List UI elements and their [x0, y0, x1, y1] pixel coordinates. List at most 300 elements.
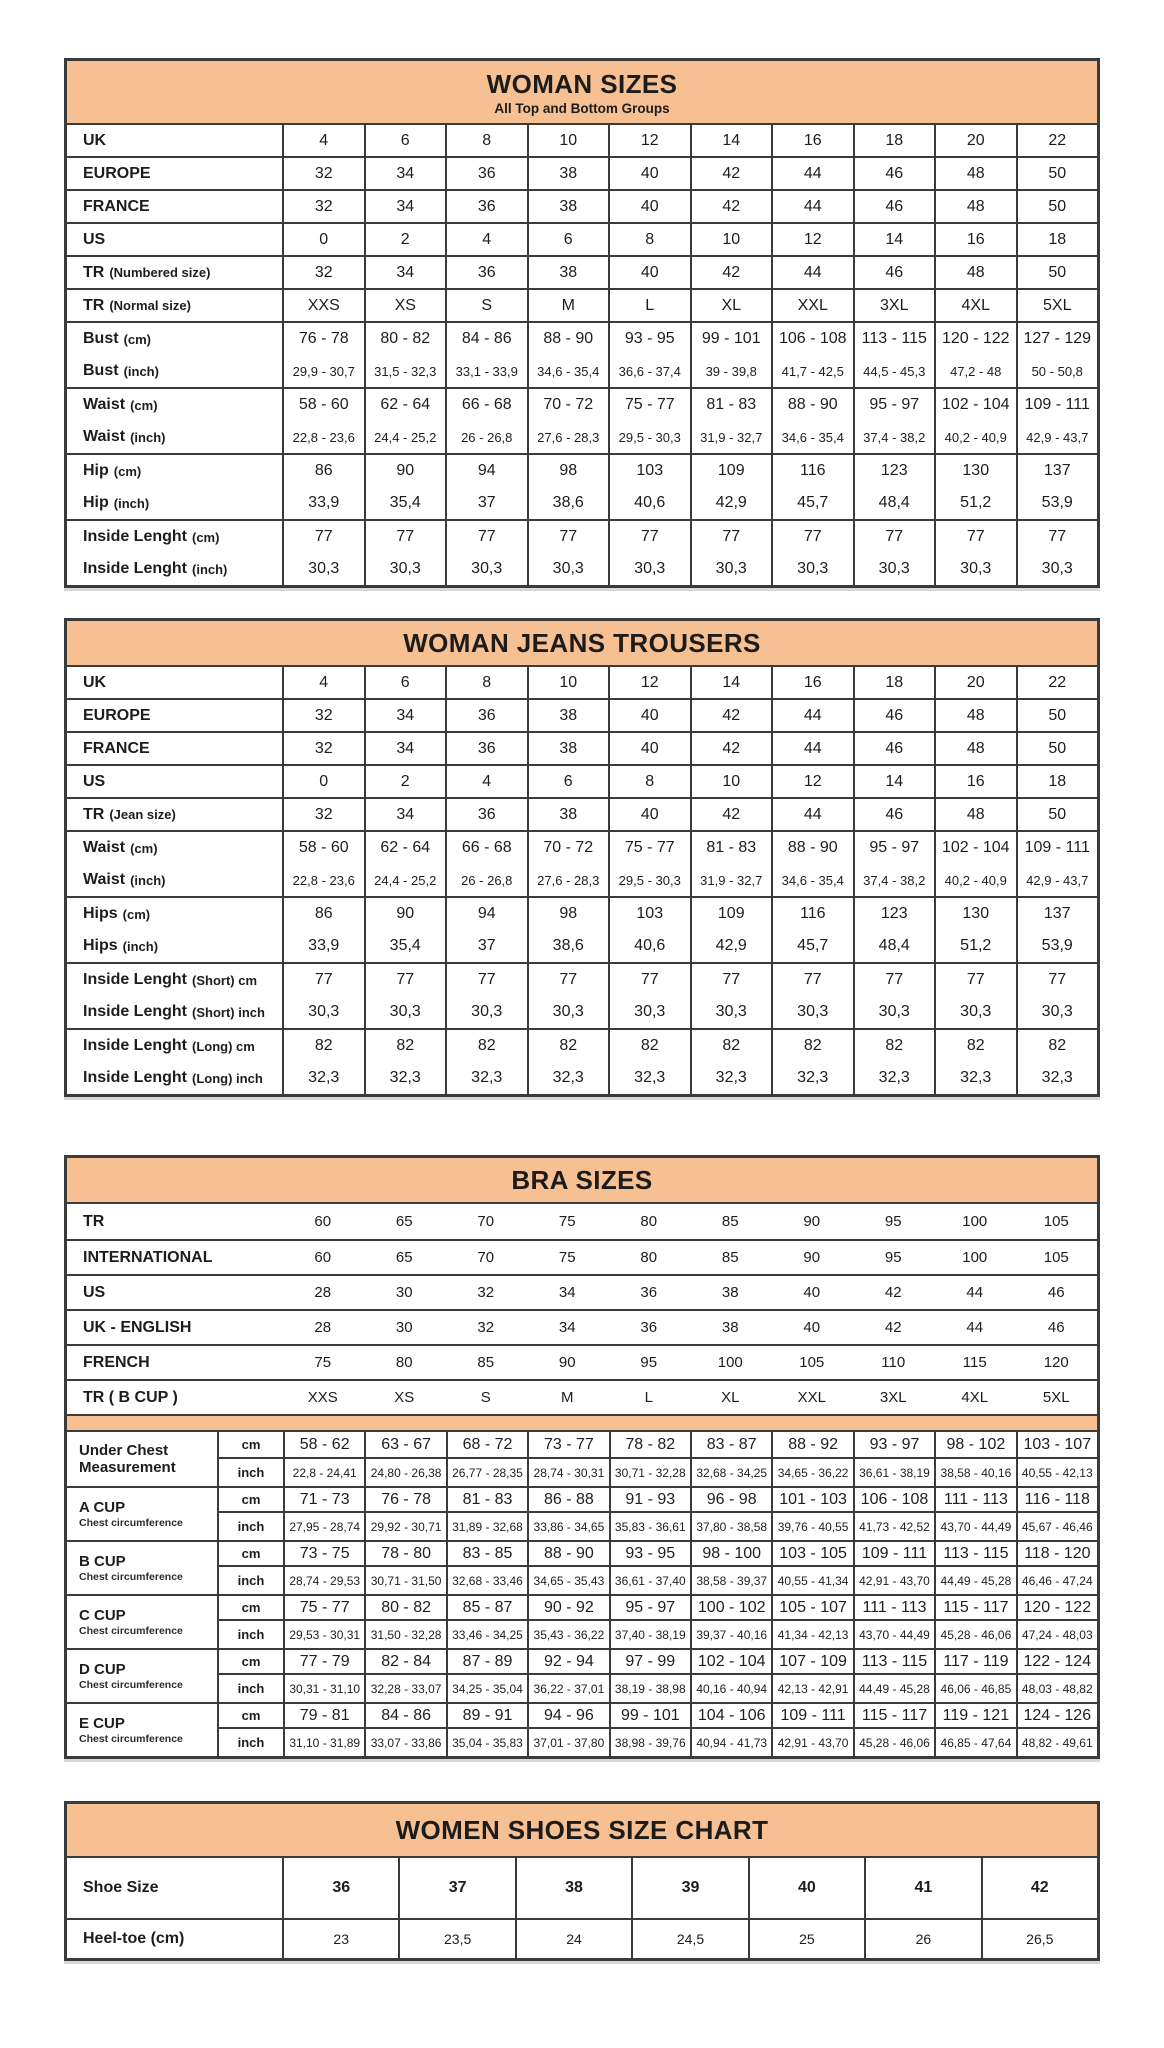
row-label [67, 125, 282, 156]
table-cell: 82 [364, 1030, 446, 1062]
row-group [67, 255, 1097, 288]
table-cell: 105 [1043, 1213, 1069, 1230]
table-cell: 90 [771, 1239, 853, 1274]
row-label-note: (cm) [123, 331, 152, 347]
cup-label-title: E CUP [79, 1715, 125, 1732]
row-label [67, 996, 282, 1028]
table-cell: 29,92 - 30,71 [364, 1513, 445, 1540]
table-cell: 44 [771, 799, 853, 830]
table-cell: 48,4 [853, 487, 935, 519]
table-cell: 8 [445, 125, 527, 156]
table-cell: 34,6 - 35,4 [771, 421, 853, 453]
row-label-text: Hip [83, 462, 109, 479]
table-cell: 38 [515, 1858, 631, 1918]
table-cell: 6 [527, 224, 609, 255]
table-cell: S [445, 290, 527, 321]
row-label-note: (cm) [130, 397, 158, 413]
table-cell: 48,03 - 48,82 [1016, 1675, 1097, 1702]
table-cell: 45,28 - 46,06 [934, 1621, 1015, 1648]
row-label-text: Hips [83, 937, 118, 954]
row-label [67, 1062, 282, 1094]
row-label-text: TR [83, 805, 105, 823]
table-cell: 95 [608, 1344, 690, 1379]
woman-sizes-subtitle: All Top and Bottom Groups [494, 100, 670, 116]
table-cell: 44,5 - 45,3 [853, 355, 935, 387]
row-label [67, 1204, 282, 1239]
row-group [67, 321, 1097, 387]
table-cell: 45,7 [771, 487, 853, 519]
row-label [67, 1344, 282, 1379]
row-label [67, 864, 282, 896]
table-cell: 70 - 72 [527, 389, 609, 421]
row-label-text: FRANCE [83, 197, 150, 215]
table-cell: 46 [853, 733, 935, 764]
table-cell: 38,98 - 39,76 [609, 1729, 690, 1756]
table-cell: 130 [934, 455, 1016, 487]
table-cell: 41,34 - 42,13 [771, 1621, 852, 1648]
table-cell: 2 [364, 224, 446, 255]
cup-label [67, 1486, 217, 1540]
table-cell: 5XL [1016, 290, 1098, 321]
table-cell: 137 [1016, 898, 1098, 930]
jeans-table [64, 618, 1100, 1097]
table-cell: 14 [853, 224, 935, 255]
table-cell: 94 - 96 [527, 1702, 608, 1729]
row-label-text: Inside Lenght [83, 528, 187, 545]
table-cell: 79 - 81 [283, 1702, 364, 1729]
table-cell: 75 [282, 1344, 364, 1379]
table-cell: 106 - 108 [771, 323, 853, 355]
table-cell: 77 [690, 521, 772, 553]
table-cell: 24,4 - 25,2 [364, 864, 446, 896]
table-cell: 82 [934, 1030, 1016, 1062]
table-cell: 32 [445, 1309, 527, 1344]
table-cell: 80 [364, 1344, 446, 1379]
table-cell: 6 [527, 766, 609, 797]
table-cell: 70 - 72 [527, 832, 609, 864]
table-cell: 109 [690, 898, 772, 930]
row-group [67, 698, 1097, 731]
table-cell: 30,3 [771, 553, 853, 585]
table-cell: 10 [527, 667, 609, 698]
table-cell: 40 [608, 191, 690, 222]
table-cell: 30,3 [527, 553, 609, 585]
bra-conversion-grid [67, 1204, 1097, 1414]
table-cell: 41 [864, 1858, 980, 1918]
row-label [67, 487, 282, 519]
table-cell: 103 - 105 [771, 1540, 852, 1567]
table-cell: 22,8 - 23,6 [282, 864, 364, 896]
table-cell: 109 - 111 [771, 1702, 852, 1729]
bra-cup-grid [67, 1432, 1097, 1756]
table-cell: 83 - 85 [446, 1540, 527, 1567]
table-cell: 120 - 122 [934, 323, 1016, 355]
table-cell: 31,5 - 32,3 [364, 355, 446, 387]
table-cell: 6 [364, 125, 446, 156]
cup-label [67, 1648, 217, 1702]
row-label [67, 290, 282, 321]
table-cell: 113 - 115 [934, 1540, 1015, 1567]
table-cell: 32,3 [853, 1062, 935, 1094]
table-cell: 30 [364, 1274, 446, 1309]
table-cell: 47,2 - 48 [934, 355, 1016, 387]
row-group [67, 797, 1097, 830]
table-cell: 77 [1016, 521, 1098, 553]
table-cell: 98 - 100 [690, 1540, 771, 1567]
row-label-text: Inside Lenght [83, 560, 187, 577]
table-cell: 46 [1016, 1309, 1098, 1344]
table-cell: 44 [771, 191, 853, 222]
table-cell: 88 - 92 [771, 1432, 852, 1459]
table-cell: 16 [934, 766, 1016, 797]
row-label-note: (Numbered size) [109, 265, 211, 280]
table-cell: 14 [690, 667, 772, 698]
table-cell: 31,50 - 32,28 [364, 1621, 445, 1648]
table-cell: 92 - 94 [527, 1648, 608, 1675]
table-cell: 88 - 90 [771, 389, 853, 421]
table-cell: 46 [853, 191, 935, 222]
table-cell: 89 - 91 [446, 1702, 527, 1729]
table-cell: 50 [1016, 799, 1098, 830]
table-cell: 63 - 67 [364, 1432, 445, 1459]
spacer [0, 588, 1164, 618]
table-cell: 23 [282, 1918, 398, 1958]
shoes-title: WOMEN SHOES SIZE CHART [395, 1814, 769, 1845]
row-label-text: Heel-toe (cm) [83, 1930, 185, 1947]
table-cell: 30 [364, 1309, 446, 1344]
table-cell: M [527, 1379, 609, 1414]
table-cell: 42,9 - 43,7 [1016, 864, 1098, 896]
row-label [67, 1918, 282, 1958]
unit-label: inch [217, 1729, 283, 1756]
table-cell: 77 [527, 521, 609, 553]
table-cell: 111 - 113 [853, 1594, 934, 1621]
table-cell: 38 [527, 700, 609, 731]
table-cell: 120 - 122 [1016, 1594, 1097, 1621]
table-cell: 32,3 [364, 1062, 446, 1094]
table-cell: 32 [282, 257, 364, 288]
table-cell: 44 [771, 158, 853, 189]
table-cell: 113 - 115 [853, 323, 935, 355]
table-cell: 42 [981, 1858, 1097, 1918]
table-cell: 32 [282, 191, 364, 222]
table-cell: 40,2 - 40,9 [934, 421, 1016, 453]
table-cell: 32,3 [934, 1062, 1016, 1094]
table-cell: 58 - 60 [282, 389, 364, 421]
table-cell: 75 - 77 [283, 1594, 364, 1621]
table-cell: 36 [445, 799, 527, 830]
table-cell: 47,24 - 48,03 [1016, 1621, 1097, 1648]
table-cell: 73 - 77 [527, 1432, 608, 1459]
table-cell: 44 [934, 1274, 1016, 1309]
unit-label: inch [217, 1513, 283, 1540]
table-cell: 24,80 - 26,38 [364, 1459, 445, 1486]
table-cell: 95 - 97 [853, 389, 935, 421]
table-cell: 8 [608, 766, 690, 797]
table-cell: 37 [398, 1858, 514, 1918]
table-cell: 50 [1016, 191, 1098, 222]
cup-label-title: Measurement [79, 1459, 176, 1476]
table-cell: 76 - 78 [364, 1486, 445, 1513]
table-cell: 33,9 [282, 930, 364, 962]
table-cell: 37,80 - 38,58 [690, 1513, 771, 1540]
bra-header [67, 1158, 1097, 1204]
table-cell: 44,49 - 45,28 [934, 1567, 1015, 1594]
table-cell: 40 [608, 257, 690, 288]
table-cell: 80 - 82 [364, 1594, 445, 1621]
row-label-note: (Short) cm [192, 972, 257, 988]
cup-label-title: A CUP [79, 1499, 126, 1516]
woman-sizes-table [64, 58, 1100, 588]
row-label [67, 667, 282, 698]
table-cell: 34 [364, 257, 446, 288]
table-cell: 37 [445, 487, 527, 519]
row-group [67, 764, 1097, 797]
table-cell: 36 [445, 191, 527, 222]
table-cell: 30,3 [527, 996, 609, 1028]
table-cell: 29,5 - 30,3 [608, 864, 690, 896]
table-cell: 36 [445, 257, 527, 288]
jeans-title: WOMAN JEANS TROUSERS [403, 627, 761, 658]
row-label-text: Inside Lenght [83, 1003, 187, 1020]
table-cell: 40,55 - 41,34 [771, 1567, 852, 1594]
table-cell: 113 - 115 [853, 1648, 934, 1675]
row-label-note: (inch) [130, 429, 166, 445]
unit-label: inch [217, 1459, 283, 1486]
table-cell: 77 [771, 521, 853, 553]
row-label-text: INTERNATIONAL [83, 1248, 213, 1266]
cup-label [67, 1432, 217, 1486]
table-cell: 102 - 104 [934, 832, 1016, 864]
cup-label-subtitle: Chest circumference [79, 1679, 183, 1691]
table-cell: 38 [690, 1309, 772, 1344]
table-cell: 86 - 88 [527, 1486, 608, 1513]
table-cell: 90 - 92 [527, 1594, 608, 1621]
table-cell: 85 [445, 1344, 527, 1379]
table-cell: 109 - 111 [1016, 832, 1098, 864]
table-cell: 97 - 99 [609, 1648, 690, 1675]
row-label-note: (inch) [113, 495, 150, 511]
unit-label: cm [217, 1594, 283, 1621]
table-cell: 50 [1016, 733, 1098, 764]
table-cell: 8 [445, 667, 527, 698]
woman-sizes-header [67, 61, 1097, 125]
row-label-text: TR ( B CUP ) [83, 1388, 178, 1406]
table-cell: 30,3 [608, 553, 690, 585]
table-cell: 53,9 [1016, 930, 1098, 962]
table-cell: 84 - 86 [445, 323, 527, 355]
row-label [67, 421, 282, 453]
spacer [0, 1097, 1164, 1155]
table-cell: 27,6 - 28,3 [527, 864, 609, 896]
table-cell: 41,7 - 42,5 [771, 355, 853, 387]
table-cell: 37,40 - 38,19 [609, 1621, 690, 1648]
table-cell: 12 [771, 224, 853, 255]
row-label-text: TR [83, 1212, 105, 1230]
table-cell: 20 [934, 667, 1016, 698]
table-cell: 81 - 83 [690, 389, 772, 421]
table-cell: 14 [690, 125, 772, 156]
table-cell: 30,3 [771, 996, 853, 1028]
row-label-note: (cm) [192, 529, 220, 545]
table-cell: 124 - 126 [1016, 1702, 1097, 1729]
table-cell: 86 [282, 898, 364, 930]
table-cell: 36 [608, 1309, 690, 1344]
table-cell: 35,83 - 36,61 [609, 1513, 690, 1540]
row-label-text: US [83, 230, 106, 248]
table-cell: 58 - 62 [283, 1432, 364, 1459]
table-cell: 12 [608, 125, 690, 156]
table-cell: 12 [771, 766, 853, 797]
table-cell: 100 [962, 1213, 988, 1230]
table-cell: 0 [282, 224, 364, 255]
table-cell: 43,70 - 44,49 [853, 1621, 934, 1648]
bra-divider-strip [67, 1414, 1097, 1432]
table-cell: 87 - 89 [446, 1648, 527, 1675]
table-cell: 77 [608, 521, 690, 553]
table-cell: 45,67 - 46,46 [1016, 1513, 1097, 1540]
table-cell: 5XL [1016, 1379, 1098, 1414]
table-cell: 95 [884, 1213, 902, 1230]
table-cell: 32,3 [608, 1062, 690, 1094]
table-cell: 70 [445, 1239, 527, 1274]
row-group [67, 667, 1097, 698]
table-cell: 30,3 [690, 553, 772, 585]
row-label-text: US [83, 772, 106, 790]
table-cell: 4 [445, 224, 527, 255]
row-label [67, 1858, 282, 1918]
unit-label: cm [217, 1432, 283, 1459]
table-cell: 33,07 - 33,86 [364, 1729, 445, 1756]
cup-label-title: Under Chest [79, 1442, 169, 1459]
table-cell: 30,3 [445, 996, 527, 1028]
table-cell: 38 [527, 158, 609, 189]
table-cell: 65 [364, 1239, 446, 1274]
table-cell: 24 [515, 1918, 631, 1958]
table-cell: 94 [445, 455, 527, 487]
row-label [67, 832, 282, 864]
table-cell: 32,68 - 33,46 [446, 1567, 527, 1594]
table-cell: 30,71 - 31,50 [364, 1567, 445, 1594]
table-cell: 90 [527, 1344, 609, 1379]
table-cell: 100 [690, 1344, 772, 1379]
table-cell: 0 [282, 766, 364, 797]
table-cell: 44 [771, 733, 853, 764]
row-label [67, 521, 282, 553]
table-cell: 40,16 - 40,94 [690, 1675, 771, 1702]
row-group [67, 896, 1097, 962]
row-label [67, 158, 282, 189]
row-label [67, 1309, 282, 1344]
table-cell: 51,2 [934, 487, 1016, 519]
table-cell: 77 [445, 964, 527, 996]
table-cell: 30,3 [364, 553, 446, 585]
table-cell: 2 [364, 766, 446, 797]
table-cell: 26,5 [981, 1918, 1097, 1958]
table-cell: 40,6 [608, 487, 690, 519]
table-cell: 84 - 86 [364, 1702, 445, 1729]
table-cell: 8 [608, 224, 690, 255]
table-cell: 77 [690, 964, 772, 996]
table-cell: 32,3 [771, 1062, 853, 1094]
table-cell: 50 [1016, 700, 1098, 731]
table-cell: 42 [690, 158, 772, 189]
row-label-note: (inch) [123, 363, 159, 379]
table-cell: 77 [608, 964, 690, 996]
table-cell: 30,3 [445, 553, 527, 585]
table-cell: 46 [853, 799, 935, 830]
table-cell: 30,3 [282, 553, 364, 585]
table-cell: 39 - 39,8 [690, 355, 772, 387]
table-cell: 32,3 [282, 1062, 364, 1094]
unit-label: inch [217, 1567, 283, 1594]
table-cell: 39 [631, 1858, 747, 1918]
row-label-text: TR [83, 263, 105, 281]
table-cell: 24,4 - 25,2 [364, 421, 446, 453]
table-cell: 98 - 102 [934, 1432, 1015, 1459]
table-cell: 116 [771, 455, 853, 487]
table-cell: XXS [282, 1379, 364, 1414]
table-cell: 16 [771, 125, 853, 156]
table-cell: 102 - 104 [690, 1648, 771, 1675]
table-cell: 78 - 80 [364, 1540, 445, 1567]
table-cell: 48,82 - 49,61 [1016, 1729, 1097, 1756]
table-cell: 103 - 107 [1016, 1432, 1097, 1459]
table-cell: 32,3 [690, 1062, 772, 1094]
table-cell: 38,19 - 38,98 [609, 1675, 690, 1702]
table-cell: 82 - 84 [364, 1648, 445, 1675]
table-cell: 68 - 72 [446, 1432, 527, 1459]
table-cell: 82 [445, 1030, 527, 1062]
table-cell: 48 [934, 158, 1016, 189]
table-cell: 115 - 117 [934, 1594, 1015, 1621]
row-label-text: Inside Lenght [83, 1069, 187, 1086]
table-cell: 34 [364, 158, 446, 189]
row-label [67, 224, 282, 255]
table-cell: 82 [853, 1030, 935, 1062]
table-cell: 42 [853, 1274, 935, 1309]
table-cell: 45,7 [771, 930, 853, 962]
table-cell: 28,74 - 29,53 [283, 1567, 364, 1594]
table-cell: 81 - 83 [446, 1486, 527, 1513]
table-cell: 73 - 75 [283, 1540, 364, 1567]
table-cell: 42 [690, 733, 772, 764]
table-cell: 32 [282, 700, 364, 731]
table-cell: 77 - 79 [283, 1648, 364, 1675]
table-cell: 28 [282, 1274, 364, 1309]
cup-label [67, 1594, 217, 1648]
table-cell: 77 [1016, 964, 1098, 996]
table-cell: 20 [934, 125, 1016, 156]
cup-label-subtitle: Chest circumference [79, 1571, 183, 1583]
table-cell: 102 - 104 [934, 389, 1016, 421]
table-cell: 35,43 - 36,22 [527, 1621, 608, 1648]
row-label-text: Bust [83, 330, 119, 347]
table-cell: 42,91 - 43,70 [771, 1729, 852, 1756]
table-cell: 88 - 90 [527, 323, 609, 355]
table-cell: 44 [771, 257, 853, 288]
table-cell: 34,6 - 35,4 [527, 355, 609, 387]
row-label-note: (Short) inch [192, 1004, 265, 1020]
table-cell: 76 - 78 [282, 323, 364, 355]
table-cell: 31,9 - 32,7 [690, 421, 772, 453]
table-cell: 26,77 - 28,35 [446, 1459, 527, 1486]
table-cell: 42 [690, 799, 772, 830]
table-cell: 29,9 - 30,7 [282, 355, 364, 387]
table-cell: 81 - 83 [690, 832, 772, 864]
row-label-note: (cm) [130, 840, 158, 856]
row-label-note: (Normal size) [109, 298, 191, 313]
